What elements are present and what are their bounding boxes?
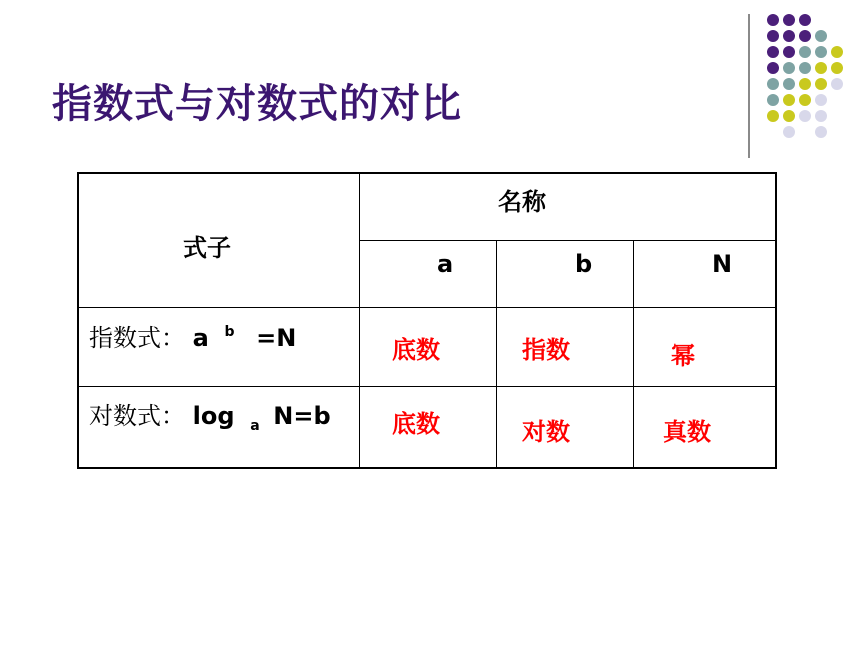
dot <box>799 30 811 42</box>
row-logarithmic-N: 真数 <box>663 418 711 446</box>
dot <box>783 126 795 138</box>
header-col-N: N <box>712 250 733 278</box>
dot <box>767 78 779 90</box>
row-logarithmic-a: 底数 <box>392 410 440 438</box>
header-name: 名称 <box>498 188 546 216</box>
row-exponential-exponent: b <box>224 324 235 340</box>
table-rule <box>359 174 360 467</box>
comparison-table <box>77 172 777 469</box>
dot <box>799 110 811 122</box>
dot <box>831 62 843 74</box>
dot <box>815 62 827 74</box>
dot <box>767 14 779 26</box>
dot <box>783 14 795 26</box>
table-rule <box>359 240 777 241</box>
row-exponential-b: 指数 <box>522 336 570 364</box>
table-rule <box>79 307 777 308</box>
dot <box>815 46 827 58</box>
row-logarithmic-prefix: 对数式： <box>89 402 185 430</box>
table-rule <box>496 240 497 467</box>
row-logarithmic-rest: N=b <box>273 402 331 430</box>
dot <box>815 78 827 90</box>
dot <box>831 46 843 58</box>
divider-line <box>748 14 750 158</box>
row-exponential-base: a <box>192 324 209 352</box>
table-rule <box>633 240 634 467</box>
row-exponential-prefix: 指数式： <box>89 324 185 352</box>
dot <box>783 30 795 42</box>
dot <box>783 110 795 122</box>
dot <box>799 46 811 58</box>
dot <box>815 30 827 42</box>
dot <box>767 110 779 122</box>
dot <box>767 62 779 74</box>
dot <box>815 126 827 138</box>
dot <box>767 46 779 58</box>
dot <box>831 78 843 90</box>
row-exponential-label <box>89 318 296 353</box>
dot <box>767 30 779 42</box>
header-col-a: a <box>437 250 454 278</box>
dot <box>783 62 795 74</box>
row-logarithmic-label <box>89 396 331 434</box>
row-exponential-N: 幂 <box>671 342 695 370</box>
header-col-b: b <box>575 250 593 278</box>
dot <box>767 94 779 106</box>
table-rule <box>79 386 777 387</box>
row-exponential-rest: =N <box>256 324 297 352</box>
dot <box>799 94 811 106</box>
dot <box>783 78 795 90</box>
dot <box>815 94 827 106</box>
slide-title: 指数式与对数式的对比 <box>52 81 462 127</box>
row-logarithmic-base: a <box>250 418 260 434</box>
dot <box>783 46 795 58</box>
dot <box>799 62 811 74</box>
dot <box>799 14 811 26</box>
dot <box>799 78 811 90</box>
dot <box>783 94 795 106</box>
row-logarithmic-b: 对数 <box>522 418 570 446</box>
row-logarithmic-log: log <box>192 402 235 430</box>
dot <box>815 110 827 122</box>
row-exponential-a: 底数 <box>392 336 440 364</box>
header-expression: 式子 <box>183 234 231 262</box>
